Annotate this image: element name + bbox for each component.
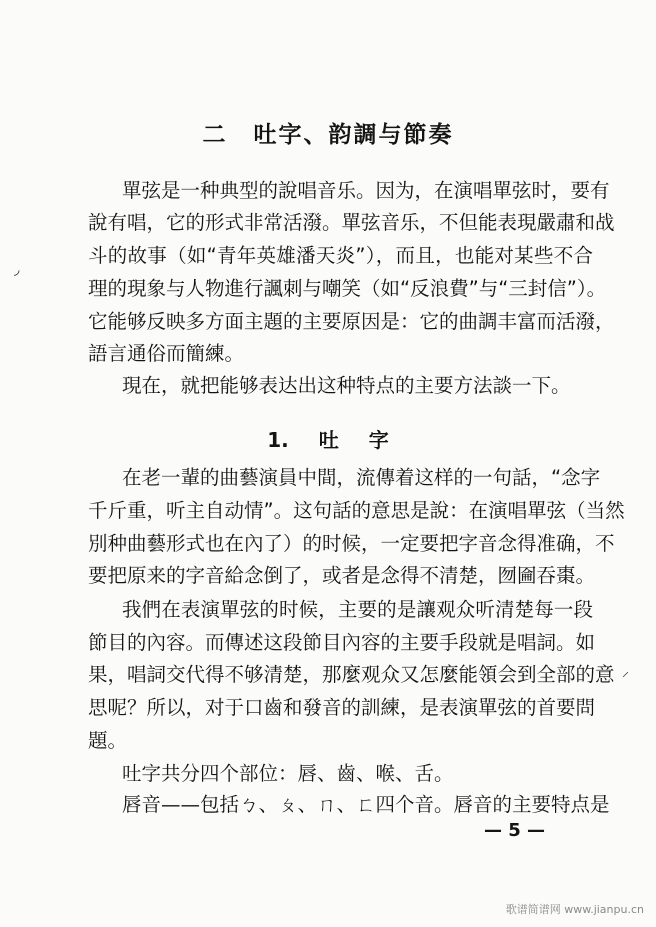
paragraph-line: 語言通俗而簡練。 — [88, 342, 245, 365]
paragraph-line: 在老一輩的曲藝演員中間，流傳着这样的一句話，“念字 — [122, 466, 601, 489]
paragraph-line: 斗的故事（如“青年英雄潘天炎”），而且，也能对某些不合 — [88, 244, 593, 267]
watermark: 歌谱简谱网 www.jianpu.cn — [505, 903, 644, 916]
paragraph-line: 果，唱詞交代得不够清楚，那麼观众又怎麼能領会到全部的意 — [88, 663, 615, 686]
chapter-title — [0, 116, 656, 149]
section-title-part: 吐 — [318, 428, 339, 452]
paragraph-line: 思呢？所以，对于口齒和發音的訓練，是表演單弦的首要問 — [88, 696, 596, 719]
paragraph-line: 別种曲藝形式也在內了）的时候，一定要把字音念得准确，不 — [88, 532, 615, 555]
paragraph-line: 節目的內容。而傳述这段節目內容的主要手段就是唱詞。如 — [88, 631, 596, 654]
section-number: 1. — [267, 428, 289, 452]
paragraph-line: 千斤重，听主自动情”。这句話的意思是說：在演唱單弦（当然 — [88, 499, 625, 522]
paragraph-line: 理的現象与人物進行諷刺与嘲笑（如“反浪費”与“三封信”）。 — [88, 277, 607, 300]
chapter-number: 二 — [202, 122, 228, 148]
paragraph-line: 現在，就把能够表达出这种特点的主要方法談一下。 — [122, 374, 571, 397]
scan-mark: ⸝ — [622, 664, 629, 680]
paragraph-line: 單弦是一种典型的說唱音乐。因为，在演唱單弦时，要有 — [122, 179, 610, 202]
section-heading — [0, 424, 656, 453]
paragraph-line: 吐字共分四个部位：唇、齒、喉、舌。 — [122, 762, 454, 785]
section-title-part: 字 — [368, 428, 389, 452]
paragraph-line: 要把原来的字音給念倒了，或者是念得不清楚，囫圇吞棗。 — [88, 564, 596, 587]
scan-mark: ◞ — [14, 262, 20, 278]
paragraph-line: 題。 — [88, 729, 128, 752]
paragraph-line: 我們在表演單弦的时候，主要的是讓观众听清楚每一段 — [122, 598, 593, 621]
page-number: — 5 — — [484, 820, 546, 841]
paragraph-line: 它能够反映多方面主題的主要原因是：它的曲調丰富而活潑， — [88, 310, 615, 333]
chapter-heading: 吐字、韵調与節奏 — [253, 122, 454, 148]
paragraph-line: 唇音——包括ㄅ、ㄆ、ㄇ、ㄈ四个音。唇音的主要特点是 — [122, 793, 610, 816]
paragraph-line: 說有唱，它的形式非常活潑。單弦音乐，不但能表現嚴肅和战 — [88, 211, 615, 234]
